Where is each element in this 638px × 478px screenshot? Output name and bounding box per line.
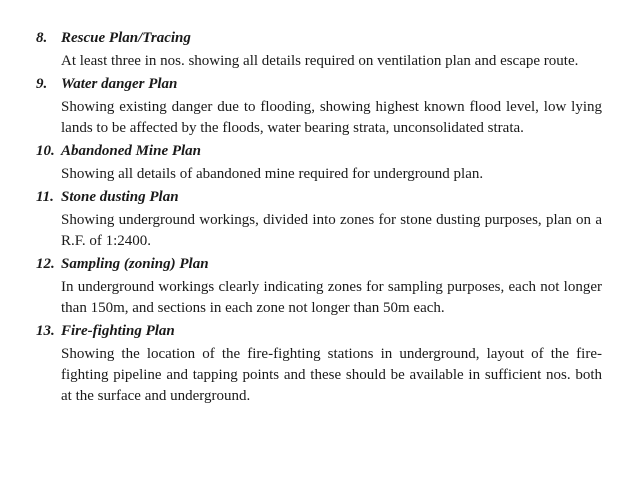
list-item-abandoned-mine-plan: [36, 141, 602, 185]
item-number: 8.: [36, 30, 48, 46]
item-number: 10.: [36, 143, 55, 159]
item-heading: [36, 141, 602, 162]
item-description: Showing the location of the fire-fighting stations in underground, layout of the fire-fighting pipeline and tapping points and these should be available in sufficient nos. both at the surface and underground.: [61, 346, 602, 404]
item-heading: [36, 187, 602, 208]
item-title: Abandoned Mine Plan: [61, 143, 202, 159]
item-title: Rescue Plan/Tracing: [61, 30, 191, 46]
item-heading: [36, 254, 602, 275]
document-body: [36, 28, 602, 409]
item-title: Sampling (zoning) Plan: [61, 256, 209, 272]
list-item-water-danger-plan: [36, 74, 602, 139]
item-number: 13.: [36, 323, 55, 339]
item-title: Water danger Plan: [61, 76, 178, 92]
item-number: 9.: [36, 76, 48, 92]
item-number: 11.: [36, 189, 54, 205]
list-item-sampling-plan: [36, 254, 602, 319]
list-item-rescue-plan: [36, 28, 602, 72]
item-title: Stone dusting Plan: [61, 189, 179, 205]
item-heading: [36, 74, 602, 95]
item-heading: [36, 321, 602, 342]
list-item-stone-dusting-plan: [36, 187, 602, 252]
item-description: In underground workings clearly indicating zones for sampling purposes, each not longer than 150m, and sections in each zone not longer than 50m each.: [61, 279, 602, 316]
item-description: Showing all details of abandoned mine required for underground plan.: [61, 166, 484, 182]
list-item-fire-fighting-plan: [36, 321, 602, 407]
item-description: Showing existing danger due to flooding, showing highest known flood level, low lying lands to be affected by the floods, water bearing strata, unconsolidated strata.: [61, 99, 602, 136]
item-description: Showing underground workings, divided into zones for stone dusting purposes, plan on a R.F. of 1:2400.: [61, 212, 602, 249]
item-title: Fire-fighting Plan: [61, 323, 175, 339]
item-number: 12.: [36, 256, 55, 272]
item-description: At least three in nos. showing all details required on ventilation plan and escape route.: [61, 53, 579, 69]
item-heading: [36, 28, 602, 49]
